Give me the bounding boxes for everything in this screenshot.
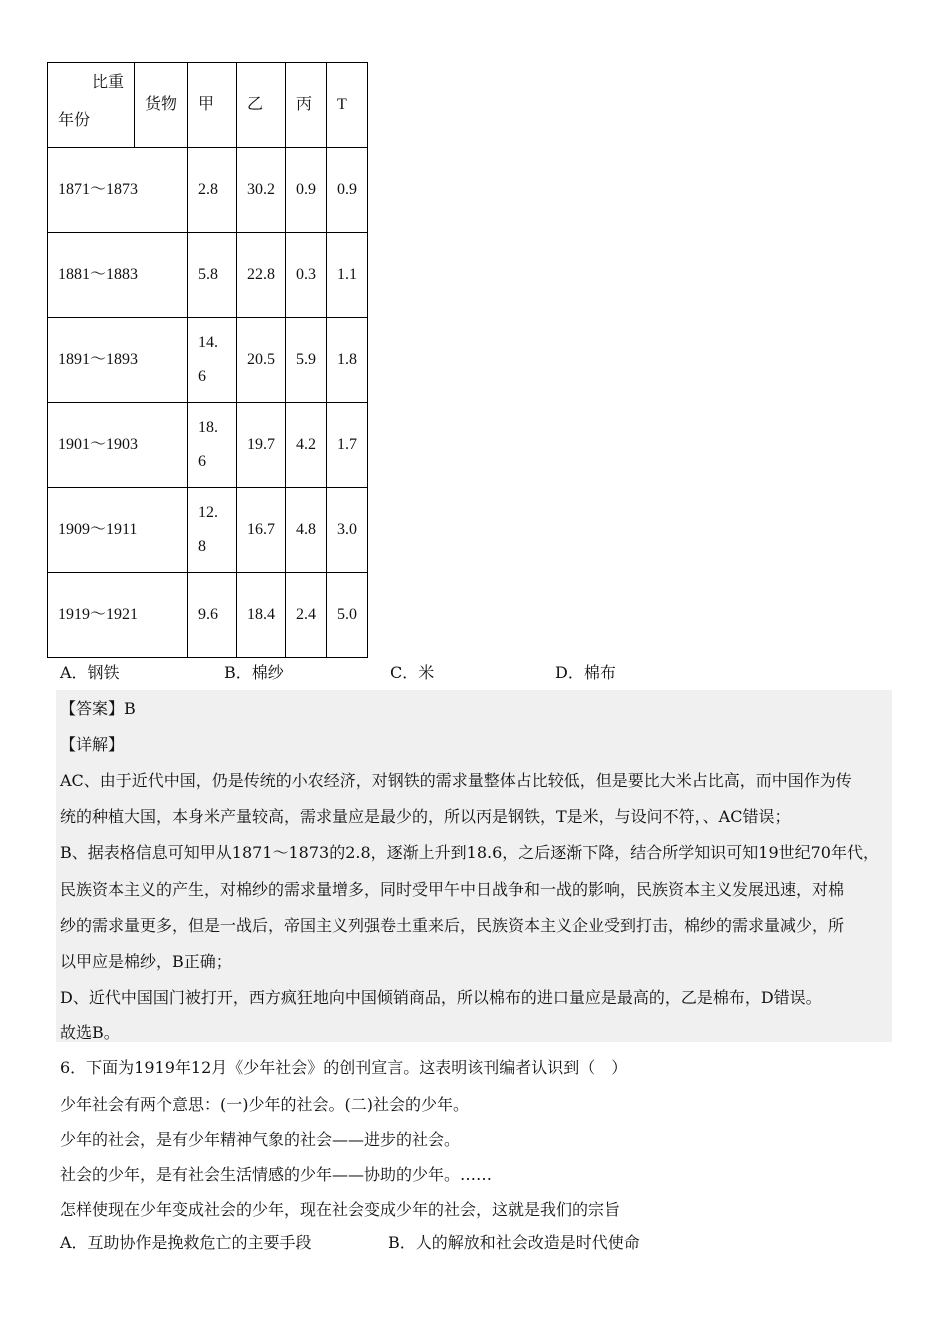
period-cell: 1891～1893: [48, 318, 188, 403]
table-row: [48, 573, 368, 658]
q5-options: [60, 660, 940, 684]
q6-option-a[interactable]: A．互助协作是挽救危亡的主要手段: [60, 1233, 312, 1252]
option-b[interactable]: B．棉纱: [224, 663, 284, 682]
quote-line: 社会的少年，是有社会生活情感的少年——协助的少年。……: [60, 1165, 493, 1184]
corner-header-top: 比重: [91, 74, 124, 91]
col-header-yi: 乙: [237, 63, 286, 148]
conclusion-line: 故选B。: [60, 1023, 120, 1042]
table-row: [48, 318, 368, 403]
yi-cell: 19.7: [237, 403, 286, 488]
goods-header: 货物: [135, 63, 188, 148]
period-cell: 1871～1873: [48, 148, 188, 233]
q6-option-b[interactable]: B．人的解放和社会改造是时代使命: [388, 1233, 640, 1252]
yi-cell: 22.8: [237, 233, 286, 318]
explanation-line: D、近代中国国门被打开，西方疯狂地向中国倾销商品，所以棉布的进口量应是最高的，乙是棉布，D错误。: [60, 988, 822, 1007]
table-row: [48, 488, 368, 573]
explanation-line: 统的种植大国，本身米产量较高，需求量应是最少的，所以丙是钢铁，T是米，与设问不符，、AC错误；: [60, 807, 791, 826]
table-header-row: [48, 63, 368, 148]
t-cell: 1.7: [327, 403, 368, 488]
answer-explanation-box: [56, 690, 892, 1042]
jia-cell: 12.8: [188, 488, 237, 573]
detail-label: 【详解】: [60, 735, 125, 754]
quote-line: 少年的社会，是有少年精神气象的社会——进步的社会。: [60, 1130, 461, 1149]
jia-cell: 14.6: [188, 318, 237, 403]
bing-cell: 4.2: [286, 403, 327, 488]
t-cell: 0.9: [327, 148, 368, 233]
option-a[interactable]: A．钢铁: [60, 663, 120, 682]
yi-cell: 20.5: [237, 318, 286, 403]
option-d[interactable]: D．棉布: [555, 663, 616, 682]
jia-cell: 5.8: [188, 233, 237, 318]
answer-label: 【答案】B: [60, 699, 136, 718]
bing-cell: 4.8: [286, 488, 327, 573]
import-share-table: [47, 62, 368, 658]
explanation-line: AC、由于近代中国，仍是传统的小农经济，对钢铁的需求量整体占比较低，但是要比大米占比高，而中国作为传: [60, 771, 852, 790]
col-header-bing: 丙: [286, 63, 327, 148]
corner-header-cell: [48, 63, 135, 148]
quote-line: 怎样使现在少年变成社会的少年，现在社会变成少年的社会，这就是我们的宗旨: [60, 1200, 621, 1219]
t-cell: 5.0: [327, 573, 368, 658]
t-cell: 1.8: [327, 318, 368, 403]
period-cell: 1919～1921: [48, 573, 188, 658]
yi-cell: 18.4: [237, 573, 286, 658]
table-row: [48, 403, 368, 488]
option-c[interactable]: C．米: [390, 663, 435, 682]
period-cell: 1901～1903: [48, 403, 188, 488]
jia-cell: 2.8: [188, 148, 237, 233]
explanation-line: 纱的需求量更多，但是一战后，帝国主义列强卷土重来后，民族资本主义企业受到打击，棉纱的需求量减少，所: [60, 916, 845, 935]
bing-cell: 2.4: [286, 573, 327, 658]
col-header-jia: 甲: [188, 63, 237, 148]
bing-cell: 0.3: [286, 233, 327, 318]
col-header-t: T: [327, 63, 368, 148]
quote-line: 少年社会有两个意思：(一)少年的社会。(二)社会的少年。: [60, 1095, 469, 1114]
table-row: [48, 148, 368, 233]
bing-cell: 5.9: [286, 318, 327, 403]
yi-cell: 16.7: [237, 488, 286, 573]
yi-cell: 30.2: [237, 148, 286, 233]
bing-cell: 0.9: [286, 148, 327, 233]
period-cell: 1909～1911: [48, 488, 188, 573]
t-cell: 1.1: [327, 233, 368, 318]
explanation-line: 民族资本主义的产生，对棉纱的需求量增多，同时受甲午中日战争和一战的影响，民族资本主义发展迅速，对棉: [60, 880, 845, 899]
corner-header-bottom: 年份: [58, 112, 91, 129]
t-cell: 3.0: [327, 488, 368, 573]
question-6-stem: 6．下面为1919年12月《少年社会》的创刊宣言。这表明该刊编者认识到（ ）: [60, 1058, 628, 1077]
jia-cell: 18.6: [188, 403, 237, 488]
table-row: [48, 233, 368, 318]
jia-cell: 9.6: [188, 573, 237, 658]
explanation-line: B、据表格信息可知甲从1871～1873的2.8，逐渐上升到18.6，之后逐渐下降，结合所学知识可知19世纪70年代，: [60, 843, 879, 862]
period-cell: 1881～1883: [48, 233, 188, 318]
explanation-line: 以甲应是棉纱，B正确；: [60, 952, 232, 971]
